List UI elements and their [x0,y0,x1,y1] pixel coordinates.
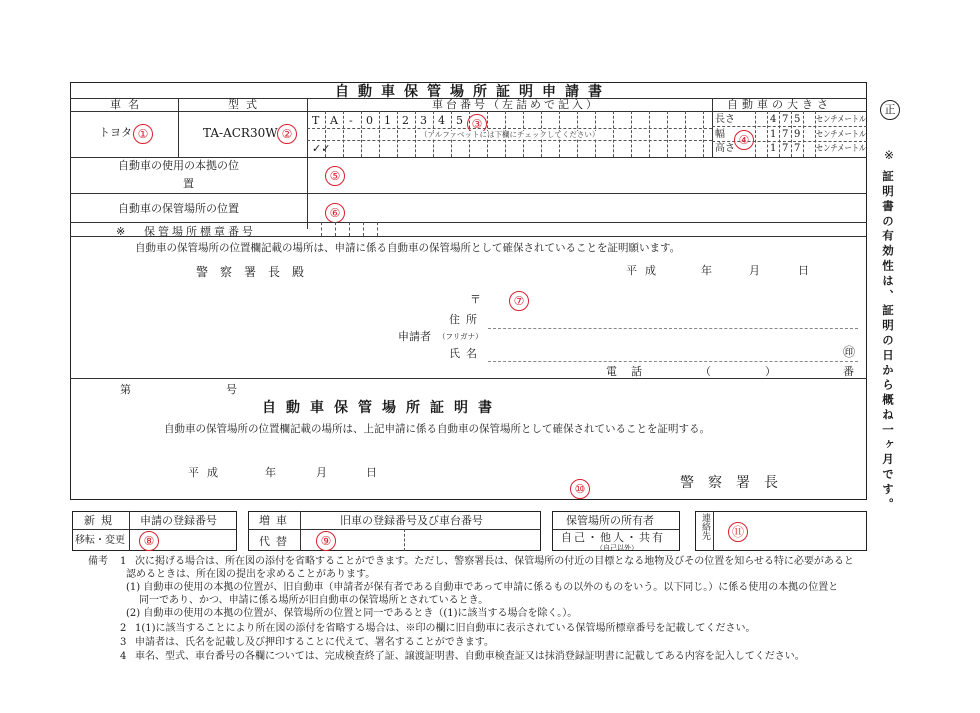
size-digit: 4 [770,114,777,125]
note-line: (2) 自動車の使用の本拠の位置が、保管場所の位置と同一であるとき（(1)に該当する場合を除く。）。 [126,608,578,619]
marker-7: ⑦ [509,291,529,311]
address-label: 住所 [449,313,483,326]
sticker-mark: ※ [116,225,126,238]
marker-1: ① [133,124,153,144]
size-unit: センチメートル [816,115,867,125]
phone-paren-open: （ [700,365,711,378]
date-month: 月 [749,264,760,277]
note-line: 申請者は、氏名を記載し及び押印することに代えて、署名することができます。 [135,637,494,648]
chassis-note: （アルファベットには下欄にチェックしてください） [420,130,600,139]
size-label-length: 長さ [715,114,735,125]
chassis-checks: ✓✓ [312,142,331,155]
police-chief: 警察署長 [680,475,792,491]
applicant-label: 申請者 [398,330,431,343]
size-digit: 7 [782,129,789,140]
note-num: 4 [120,651,127,662]
note-num: 3 [120,637,127,648]
note-num: 2 [120,623,127,634]
size-digit: 1 [770,129,777,140]
size-digit: 7 [782,114,789,125]
note-line: 車名、型式、車台番号の各欄については、完成検査終了証、譲渡証明書、自動車検査証又は抹消登録証明書に記載してある内容を記入してください。 [135,651,805,662]
phone-paren-close: ） [765,365,776,378]
note-line: 同一であり、かつ、申請に係る場所が旧自動車の保管場所とされているとき。 [139,595,489,606]
size-unit: センチメートル [816,130,867,140]
header-chassis-number: 車台番号（左詰めで記入） [432,98,600,111]
phone-ban: 番 [843,365,854,378]
cert-no-go: 号 [226,383,237,396]
side-note-mark: ※ [884,148,895,162]
date-day: 日 [798,264,809,277]
chassis-char: - [349,114,353,127]
note-line: (1) 自動車の使用の本拠の位置が、旧自動車（申請者が保有者である自動車であって申請に係るもの以外のものをいう。以下同じ。）に係る使用の本拠の位置と [126,582,839,593]
size-digit: 7 [782,143,789,154]
chassis-char: 1 [384,114,391,127]
form-title: 自動車保管場所証明申請書 [335,84,611,100]
chassis-char: A [330,114,338,127]
cert-date-era: 平成 [188,466,226,479]
notes-bikou: 備考 [88,556,108,567]
base-location-label: 自動車の使用の本拠の位 [118,159,239,172]
marker-8: ⑧ [139,531,159,551]
size-digit: 1 [770,143,777,154]
daigae-label: 代替 [259,535,293,548]
marker-3: ③ [467,114,487,134]
car-name-value: トヨタ [99,126,132,139]
owner-header: 保管場所の所有者 [566,514,654,527]
seal-mark: ㊞ [843,345,856,359]
chassis-char: 0 [366,114,373,127]
chassis-char: T [312,114,320,127]
cert-date-year: 年 [265,466,276,479]
note-line: 認めるときは、所在図の提出を求めることがあります。 [126,569,376,580]
contact-box [695,511,867,551]
marker-11: ⑪ [728,522,748,542]
size-unit: センチメートル [816,144,867,154]
size-label-height: 高さ [715,143,735,154]
header-vehicle-size: 自動車の大きさ [727,98,832,111]
header-car-name: 車名 [110,98,146,111]
application-text: 自動車の保管場所の位置欄記載の場所は、申請に係る自動車の保管場所として確保されていることを証明願います。 [135,242,681,254]
sticker-number-boxes [307,222,387,236]
cert-text: 自動車の保管場所の位置欄記載の場所は、上記申請に係る自動車の保管場所として確保されていることを証明する。 [164,423,710,435]
chassis-char: 2 [402,114,409,127]
zousha-header: 旧車の登録番号及び車台番号 [340,514,483,527]
furigana-label: （フリガナ） [438,332,483,341]
size-label-width: 幅 [715,129,725,140]
base-location-label-2: 置 [183,177,194,190]
name-label: 氏名 [449,347,483,360]
note-line: 1(1)に該当することにより所在図の添付を省略する場合は、※印の欄に旧自動車に表示されている保管場所標章番号を記載してください。 [135,623,756,634]
side-mark-circle [880,100,900,120]
side-mark: 正 [884,103,896,116]
phone-label: 電話 [606,365,656,378]
chassis-char: 4 [438,114,445,127]
size-digit: 9 [794,129,801,140]
police-chief-dono: 警察署長殿 [196,265,317,279]
marker-9: ⑨ [316,531,336,551]
date-era: 平成 [626,264,664,277]
size-digit: 5 [794,114,801,125]
cert-date-month: 月 [316,466,327,479]
sticker-label: 保管場所標章番号 [144,225,256,238]
zousha-label: 増車 [259,514,293,527]
header-model: 型式 [228,98,264,111]
chassis-char: 3 [420,114,427,127]
shinki-header: 申請の登録番号 [140,514,217,527]
contact-label: 連絡先 [700,513,710,540]
model-value: TA-ACR30W [203,126,278,140]
date-year: 年 [701,264,712,277]
cert-title: 自動車保管場所証明書 [262,400,502,416]
marker-2: ② [277,124,297,144]
cert-no-dai: 第 [120,383,131,396]
side-note: 証明書の有効性は、証明の日から概ね一ヶ月です。 [881,170,895,513]
marker-6: ⑥ [325,203,345,223]
cert-date-day: 日 [366,466,377,479]
storage-location-label: 自動車の保管場所の位置 [118,202,239,215]
marker-10: ⑩ [570,479,590,499]
shinki-label: 新規 [84,514,118,527]
iten-label: 移転・変更 [75,535,125,546]
marker-5: ⑤ [325,166,345,186]
owner-options: 自己・他人・共有 [561,531,665,544]
marker-4: ④ [734,130,754,150]
note-line: 次に掲げる場合は、所在図の添付を省略することができます。ただし、警察署長は、保管場所の付近の目標となる地物及びその位置を知らせる特に必要があると [135,556,854,567]
owner-sub: （自己以外） [596,544,638,552]
chassis-char: 5 [456,114,463,127]
size-digit: 7 [794,143,801,154]
note-num: 1 [120,556,127,567]
postal-mark: 〒 [470,293,481,306]
